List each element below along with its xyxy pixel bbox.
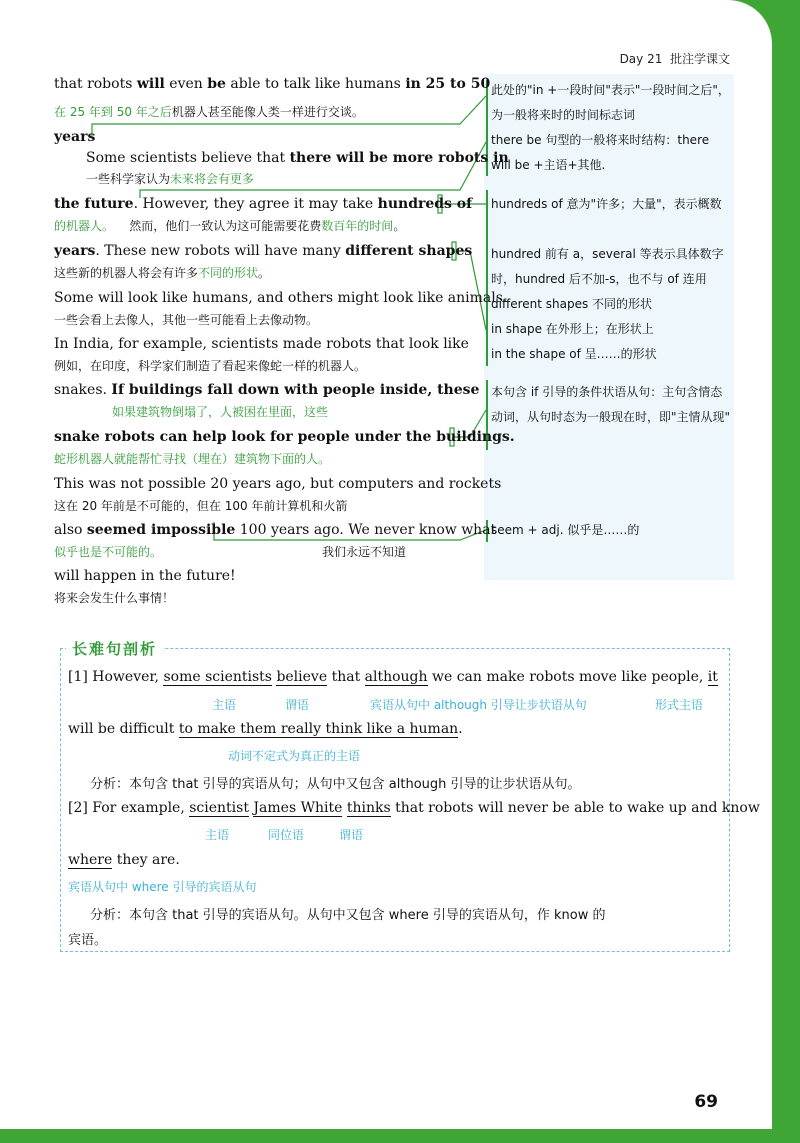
translation-line-9: 蛇形机器人就能帮忙寻找（埋在）建筑物下面的人。 (54, 452, 331, 466)
label-subject: 主语 (212, 698, 237, 712)
note-in-the-shape-of: in the shape of 呈……的形状 (491, 347, 657, 361)
translation-line-11: 似乎也是不可能的。 (54, 545, 163, 559)
translation-line-4: 的机器人。 然而，他们一致认为这可能需要花费数百年的时间。 (54, 219, 406, 233)
translation-line-1: 在 25 年到 50 年之后机器人甚至能像人类一样进行交谈。 (54, 105, 364, 119)
running-head (600, 50, 730, 67)
page-number: 69 (694, 1092, 718, 1112)
text-line-12: will happen in the future! (54, 568, 236, 584)
text-line-11: also seemed impossible 100 years ago. We never know what (54, 522, 497, 538)
text-line-3: Some scientists believe that there will be more robots in (86, 150, 509, 166)
note-in-period: 此处的"in +一段时间"表示"一段时间之后"，为一般将来时的时间标志词 (491, 83, 730, 122)
translation-line-3: 一些科学家认为未来将会有更多 (86, 172, 255, 186)
text-line-4: the future. However, they agree it may take hundreds of (54, 196, 473, 212)
note-hundred: hundred 前有 a，several 等表示具体数字时，hundred 后不加-s，也不与 of 连用 (491, 247, 724, 286)
note-hundreds-of: hundreds of 意为"许多；大量"，表示概数 (491, 197, 722, 211)
note-in-shape: in shape 在外形上；在形状上 (491, 322, 654, 336)
analysis-explanation-2: 分析：本句含 that 引导的宾语从句。从句中又包含 where 引导的宾语从句，作 know 的 (90, 908, 606, 923)
translation-line-6: 一些会看上去像人，其他一些可能看上去像动物。 (54, 313, 319, 327)
translation-line-7: 例如，在印度，科学家们制造了看起来像蛇一样的机器人。 (54, 359, 367, 373)
label-appositive: 同位语 (268, 828, 305, 842)
note-different-shapes: different shapes 不同的形状 (491, 297, 653, 311)
label-where-clause: 宾语从句中 where 引导的宾语从句 (68, 880, 257, 894)
label-infinitive-subject: 动词不定式为真正的主语 (228, 749, 361, 763)
label-predicate: 谓语 (285, 698, 310, 712)
text-line-8: snakes. If buildings fall down with people inside, these (54, 382, 480, 398)
text-line-10: This was not possible 20 years ago, but computers and rockets (54, 476, 502, 492)
analysis-sentence-2-line-1: [2] For example, scientist James White thinks that robots will never be able to wake up and know (68, 800, 760, 816)
day-label: Day 21 (619, 52, 663, 66)
label-although-clause: 宾语从句中 although 引导让步状语从句 (370, 698, 587, 712)
text-line-6: Some will look like humans, and others might look like animals. (54, 290, 508, 306)
label-predicate-2: 谓语 (339, 828, 364, 842)
translation-line-11b: 我们永远不知道 (322, 545, 407, 559)
analysis-sentence-1-line-1: [1] However, some scientists believe that although we can make robots move like people, it (68, 669, 718, 685)
analysis-explanation-1: 分析：本句含 that 引导的宾语从句；从句中又包含 although 引导的让步状语从句。 (90, 777, 581, 792)
note-there-be: there be 句型的一般将来时结构：there will be +主语+其他. (491, 133, 710, 172)
text-line-7: In India, for example, scientists made robots that look like (54, 336, 469, 352)
text-line-9: snake robots can help look for people under the buildings. (54, 429, 515, 445)
translation-line-12: 将来会发生什么事情！ (54, 591, 175, 605)
text-line-5: years. These new robots will have many different shapes (54, 243, 473, 259)
analysis-sentence-2-line-2: where they are. (68, 852, 180, 868)
label-formal-subject: 形式主语 (655, 698, 704, 712)
translation-line-10: 这在 20 年前是不可能的，但在 100 年前计算机和火箭 (54, 499, 348, 513)
page-frame-bottom (0, 1129, 800, 1143)
analysis-title: 长难句剖析 (66, 637, 163, 660)
translation-line-8: 如果建筑物倒塌了，人被困在里面，这些 (112, 405, 329, 419)
note-bar-2 (486, 190, 488, 366)
section-title: 批注学课文 (669, 52, 730, 66)
text-line-2: years (54, 129, 96, 145)
page-frame-right (772, 0, 800, 1143)
analysis-explanation-2-cont: 宾语。 (68, 933, 108, 948)
text-line-1: that robots will even be able to talk like humans in 25 to 50 (54, 76, 491, 92)
note-seem-adj: seem + adj. 似乎是……的 (491, 523, 640, 537)
analysis-sentence-1-line-2: will be difficult to make them really think like a human. (68, 721, 463, 737)
label-subject-2: 主语 (205, 828, 230, 842)
note-if-clause: 本句含 if 引导的条件状语从句：主句含情态动词，从句时态为一般现在时，即"主情从现" (491, 385, 731, 424)
translation-line-5: 这些新的机器人将会有许多不同的形状。 (54, 266, 271, 280)
